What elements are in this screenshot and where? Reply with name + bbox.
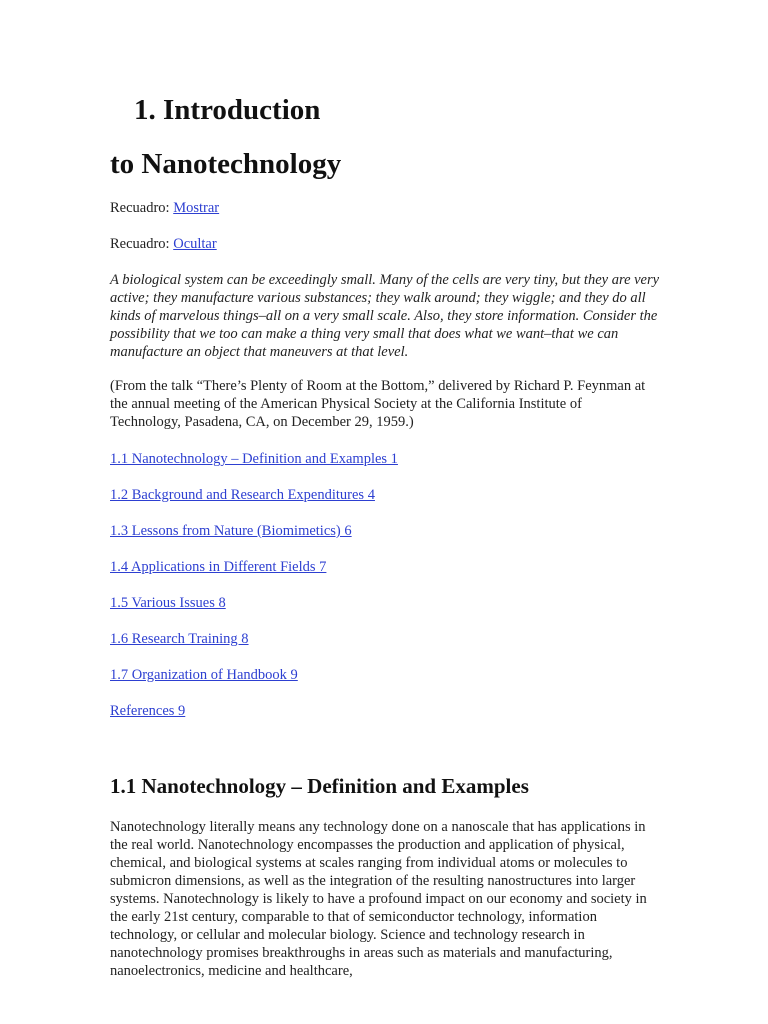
box-hide-label: Recuadro: — [110, 236, 174, 252]
toc-link-references[interactable]: References 9 — [110, 703, 186, 719]
box-hide-row — [110, 235, 217, 253]
quote-attribution: (From the talk “There’s Plenty of Room at the Bottom,” delivered by Richard P. Feynman at the annual meeting of the American Physical Society at the California Institute of Technology, Pasadena, CA, on December 29, 1959.) — [110, 378, 646, 430]
show-box-link[interactable]: Mostrar — [173, 200, 220, 216]
toc-link-1-3[interactable]: 1.3 Lessons from Nature (Biomimetics) 6 — [110, 523, 352, 539]
toc-item — [110, 630, 398, 666]
toc-link-1-7[interactable]: 1.7 Organization of Handbook 9 — [110, 667, 298, 683]
toc-item — [110, 522, 398, 558]
toc-item — [110, 450, 398, 486]
chapter-title-line1: 1. Introduction — [134, 94, 321, 126]
toc-link-1-5[interactable]: 1.5 Various Issues 8 — [110, 595, 226, 611]
toc-item — [110, 666, 398, 702]
body-paragraph: Nanotechnology literally means any technology done on a nanoscale that has applications in the real world. Nanotechnology encompasses the production and application of physical, chemical, and biological systems at scales ranging from individual atoms or molecules to submicron dimensions, as well as the integration of the resulting nanostructures into larger systems. Nanotechnology is likely to have a profound impact on our economy and society in the early 21st century, comparable to that of semiconductor technology, information technology, or cellular and molecular biology. Science and technology research in nanotechnology promises breakthroughs in areas such as materials and manufacturing, nanoelectronics, medicine and healthcare, — [110, 819, 647, 979]
section-heading: 1.1 Nanotechnology – Definition and Examples — [110, 774, 529, 798]
toc-item — [110, 594, 398, 630]
toc-link-1-4[interactable]: 1.4 Applications in Different Fields 7 — [110, 559, 327, 575]
table-of-contents — [110, 450, 398, 738]
toc-item — [110, 702, 398, 738]
box-show-row — [110, 199, 219, 217]
box-show-label: Recuadro: — [110, 200, 174, 216]
toc-link-1-1[interactable]: 1.1 Nanotechnology – Definition and Examples 1 — [110, 451, 398, 467]
chapter-title-line2: to Nanotechnology — [110, 148, 342, 180]
epigraph-quote: A biological system can be exceedingly small. Many of the cells are very tiny, but they are very active; they manufacture various substances; they walk around; they wiggle; and they do all kinds of marvelous things–all on a very small scale. Also, they store information. Consider the possibility that we too can make a thing very small that does what we want–that we can manufacture an object that maneuvers at that level. — [110, 272, 660, 360]
toc-item — [110, 486, 398, 522]
hide-box-link[interactable]: Ocultar — [173, 236, 217, 252]
toc-item — [110, 558, 398, 594]
toc-link-1-6[interactable]: 1.6 Research Training 8 — [110, 631, 249, 647]
toc-link-1-2[interactable]: 1.2 Background and Research Expenditures 4 — [110, 487, 375, 503]
